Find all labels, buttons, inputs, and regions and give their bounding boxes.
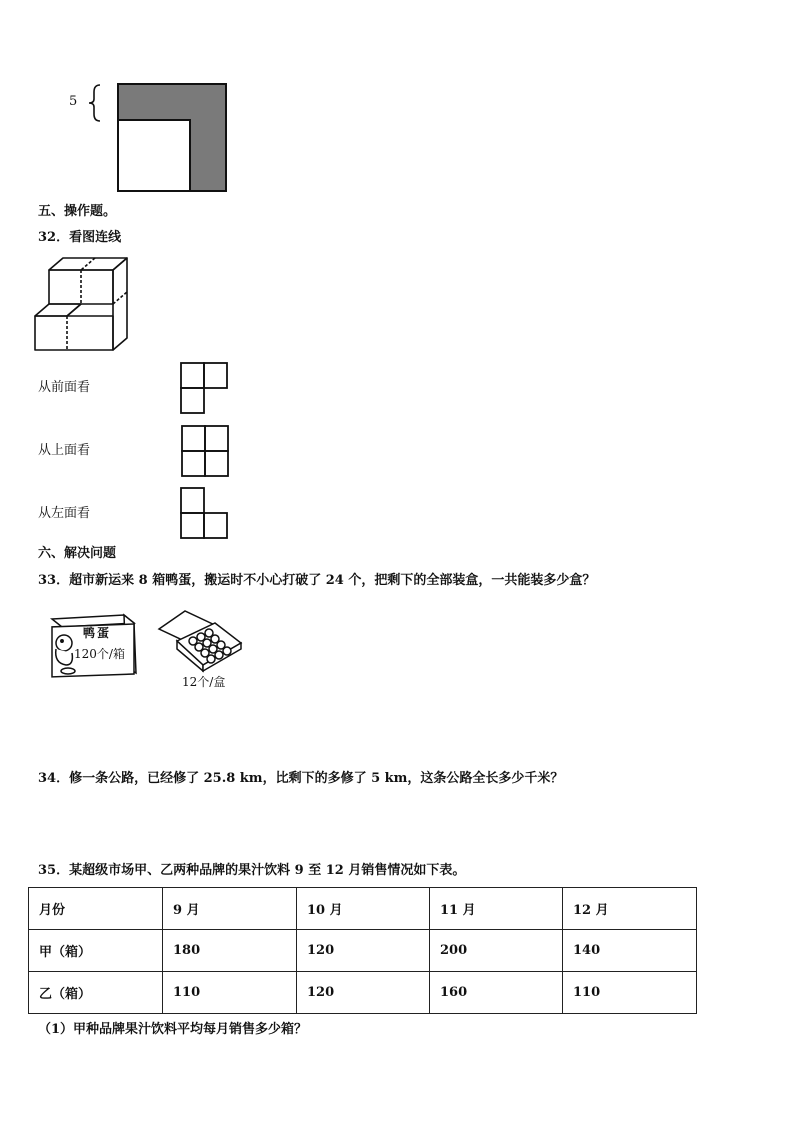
table-cell: 乙（箱）: [29, 972, 163, 1014]
table-header-cell: 11 月: [430, 888, 563, 930]
question-33-text: 33．超市新运来 8 箱鸭蛋，搬运时不小心打破了 24 个，把剩下的全部装盒，一共能装多少盒？: [38, 573, 596, 588]
table-row: [29, 930, 697, 972]
table-cell: 200: [430, 930, 563, 972]
section-heading: 六、解决问题: [38, 546, 117, 561]
question-32-title: 32．看图连线: [38, 230, 122, 245]
table-header-cell: 10 月: [297, 888, 430, 930]
question-34-text: 34．修一条公路，已经修了 25.8 km，比剩下的多修了 5 km，这条公路全长多少千米？: [38, 771, 564, 786]
table-cell: 140: [563, 930, 697, 972]
left-view-grid[interactable]: [180, 487, 230, 541]
table-header-cell: 9 月: [163, 888, 297, 930]
table-header-row: [29, 888, 697, 930]
question-35-sub-1: （1）甲种品牌果汁饮料平均每月销售多少箱？: [38, 1022, 308, 1037]
table-cell: 160: [430, 972, 563, 1014]
table-header-cell: 月份: [29, 888, 163, 930]
question-35-text: 35．某超级市场甲、乙两种品牌的果汁饮料 9 至 12 月销售情况如下表。: [38, 863, 466, 878]
view-label-top: 从上面看: [38, 443, 91, 458]
section-heading: 五、操作题。: [38, 204, 117, 219]
shaded-square-figure: [117, 83, 229, 193]
table-cell: 110: [563, 972, 697, 1014]
table-cell: 180: [163, 930, 297, 972]
table-header-cell: 12 月: [563, 888, 697, 930]
egg-crate-title: 鸭蛋: [83, 626, 112, 640]
cube-stack-figure: [39, 256, 131, 354]
view-label-front: 从前面看: [38, 380, 91, 395]
table-cell: 120: [297, 972, 430, 1014]
front-view-grid[interactable]: [180, 362, 230, 416]
brace-icon: [86, 84, 106, 122]
sales-table: [28, 887, 697, 1014]
table-cell: 110: [163, 972, 297, 1014]
egg-crate-label: 120个/箱: [74, 647, 125, 661]
table-cell: 120: [297, 930, 430, 972]
dimension-label: 5: [69, 94, 78, 109]
table-cell: 甲（箱）: [29, 930, 163, 972]
view-label-left: 从左面看: [38, 506, 91, 521]
egg-box-illustration: [157, 609, 243, 669]
egg-box-caption: 12个/盒: [182, 675, 226, 689]
top-view-grid[interactable]: [181, 425, 231, 479]
table-row: [29, 972, 697, 1014]
